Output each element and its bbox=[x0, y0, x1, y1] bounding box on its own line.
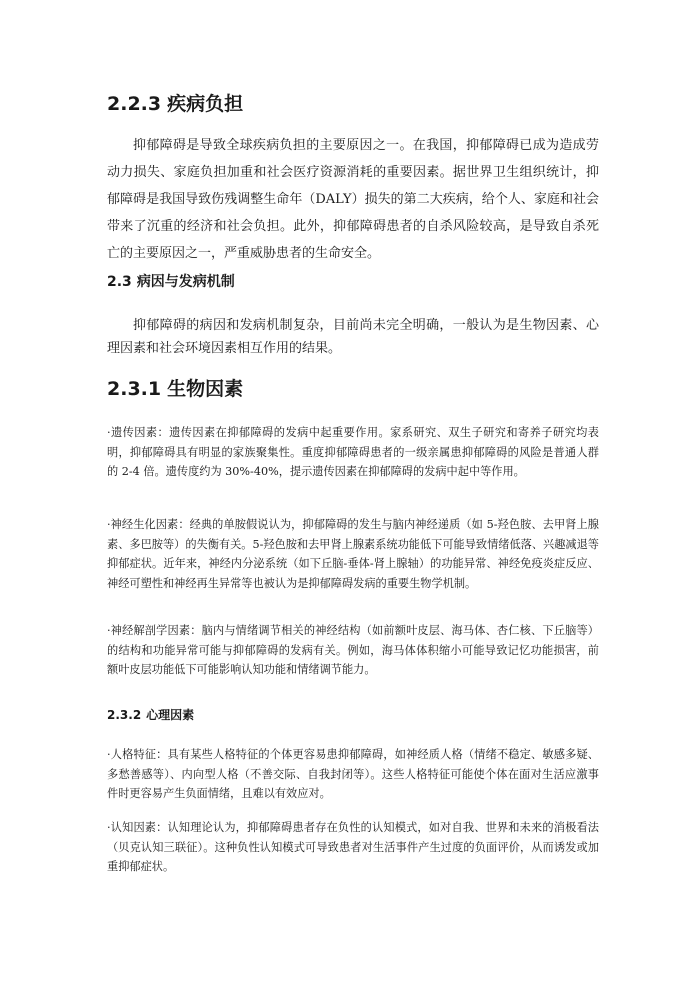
section-heading-2-3-1 bbox=[107, 377, 599, 401]
list-item-neuroanatomical-factors: ·神经解剖学因素：脑内与情绪调节相关的神经结构（如前额叶皮层、海马体、杏仁核、下丘脑等）的结构和功能异常可能与抑郁障碍的发病有关。例如，海马体体积缩小可能导致记忆功能损害，前额叶皮层功能低下可能影响认知功能和情绪调节能力。 bbox=[107, 624, 599, 677]
section-number: 2.2.3 bbox=[107, 93, 162, 115]
section-number: 2.3.2 bbox=[107, 708, 142, 722]
section-heading-2-3 bbox=[107, 272, 599, 292]
list-item-cognitive-factors: ·认知因素：认知理论认为，抑郁障碍患者存在负性的认知模式，如对自我、世界和未来的消极看法（贝克认知三联征）。这种负性认知模式可导致患者对生活事件产生过度的负面评价，从而诱发或加重抑郁症状。 bbox=[107, 821, 599, 874]
section-title: 生物因素 bbox=[167, 378, 244, 400]
list-item-genetic-factors: ·遗传因素：遗传因素在抑郁障碍的发病中起重要作用。家系研究、双生子研究和寄养子研究均表明，抑郁障碍具有明显的家族聚集性。重度抑郁障碍患者的一级亲属患抑郁障碍的风险是普通人群的 2-4 倍。遗传度约为 30%-40%，提示遗传因素在抑郁障碍的发病中起中等作用。 bbox=[107, 426, 599, 479]
paragraph-etiology-intro: 抑郁障碍的病因和发病机制复杂，目前尚未完全明确，一般认为是生物因素、心理因素和社会环境因素相互作用的结果。 bbox=[107, 318, 599, 356]
list-item-neurochemical-factors: ·神经生化因素：经典的单胺假说认为，抑郁障碍的发生与脑内神经递质（如 5-羟色胺、去甲肾上腺素、多巴胺等）的失衡有关。5-羟色胺和去甲肾上腺素系统功能低下可能导致情绪低落、兴趣减退等抑郁症状。近年来，神经内分泌系统（如下丘脑-垂体-肾上腺轴）的功能异常、神经免疫炎症反应、神经可塑性和神经再生异常等也被认为是抑郁障碍发病的重要生物学机制。 bbox=[107, 518, 599, 590]
list-item-personality-traits: ·人格特征：具有某些人格特征的个体更容易患抑郁障碍，如神经质人格（情绪不稳定、敏感多疑、多愁善感等）、内向型人格（不善交际、自我封闭等）。这些人格特征可能使个体在面对生活应激事件时更容易产生负面情绪，且难以有效应对。 bbox=[107, 748, 599, 801]
paragraph-disease-burden: 抑郁障碍是导致全球疾病负担的主要原因之一。在我国，抑郁障碍已成为造成劳动力损失、家庭负担加重和社会医疗资源消耗的重要因素。据世界卫生组织统计，抑郁障碍是我国导致伤残调整生命年（DALY）损失的第二大疾病，给个人、家庭和社会带来了沉重的经济和社会负担。此外，抑郁障碍患者的自杀风险较高，是导致自杀死亡的主要原因之一，严重威胁患者的生命安全。 bbox=[107, 138, 599, 261]
section-number: 2.3.1 bbox=[107, 378, 162, 400]
section-heading-2-2-3 bbox=[107, 92, 599, 116]
section-heading-2-3-2 bbox=[107, 706, 599, 724]
section-title: 病因与发病机制 bbox=[136, 274, 235, 290]
section-title: 疾病负担 bbox=[167, 93, 244, 115]
section-number: 2.3 bbox=[107, 274, 132, 290]
section-title: 心理因素 bbox=[146, 708, 195, 722]
